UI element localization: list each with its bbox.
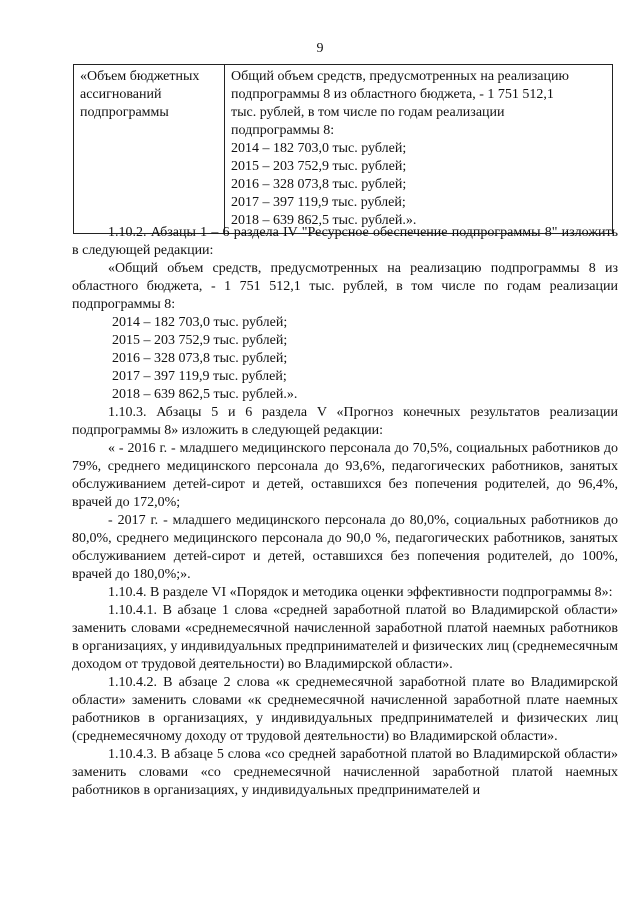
page-number: 9 — [316, 41, 324, 56]
year-line-2014: 2014 – 182 703,0 тыс. рублей; — [112, 315, 288, 330]
paragraph-2016: « - 2016 г. - младшего медицинского персонала до 70,5%, социальных работников до 79%, среднего медицинского персонала до 93,6%, педагогических работников, занятых обслуживанием детей-сирот и детей, оставшихся без попечения родителей, до 96,4%, врачей до 172,0%; — [72, 441, 618, 510]
table-cell-value — [225, 65, 613, 234]
paragraph-1-10-4-2: 1.10.4.2. В абзаце 2 слова «к среднемесячной заработной плате во Владимирской области» заменить словами «к среднемесячной начисленной заработной плате наемных работников в организациях, у индивидуальных предпринимателей и физических лиц (среднемесячному доходу от трудовой деятельности) во Владимирской области». — [72, 675, 618, 744]
table-value-line: Общий объем средств, предусмотренных на реализацию — [231, 69, 569, 84]
budget-table — [73, 64, 613, 234]
paragraph-1-10-4-1: 1.10.4.1. В абзаце 1 слова «средней заработной платой во Владимирской области» заменить словами «среднемесячной начисленной заработной платой наемных работников в организациях, у индивидуальных предпринимателей и физических лиц (среднемесячным доходом от трудовой деятельности) во Владимирской области». — [72, 603, 618, 672]
table-value-line: тыс. рублей, в том числе по годам реализации — [231, 105, 505, 120]
table-label-line: подпрограммы — [80, 105, 169, 120]
table-value-line: подпрограммы 8 из областного бюджета, - 1 751 512,1 — [231, 87, 554, 102]
paragraph-2017: - 2017 г. - младшего медицинского персонала до 80,0%, социальных работников до 80,0%, среднего медицинского персонала до 90,0 %, педагогических работников, занятых обслуживанием детей-сирот и детей, оставшихся без попечения родителей, до 100%, врачей до 180,0%;». — [72, 513, 618, 582]
table-label-line: ассигнований — [80, 87, 162, 102]
quoted-paragraph: «Общий объем средств, предусмотренных на реализацию подпрограммы 8 из областного бюджета, - 1 751 512,1 тыс. рублей, в том числе по годам реализации подпрограммы 8: — [72, 261, 618, 312]
table-value-line: 2014 – 182 703,0 тыс. рублей; — [231, 141, 407, 156]
paragraph-1-10-4: 1.10.4. В разделе VI «Порядок и методика оценки эффективности подпрограммы 8»: — [108, 585, 613, 600]
year-line-2015: 2015 – 203 752,9 тыс. рублей; — [112, 333, 288, 348]
paragraph-1-10-3: 1.10.3. Абзацы 5 и 6 раздела V «Прогноз конечных результатов реализации подпрограммы 8» изложить в следующей редакции: — [72, 405, 618, 438]
table-value-line: 2016 – 328 073,8 тыс. рублей; — [231, 177, 407, 192]
table-row — [74, 65, 613, 234]
table-value-line: 2015 – 203 752,9 тыс. рублей; — [231, 159, 407, 174]
table-value-line: 2017 – 397 119,9 тыс. рублей; — [231, 195, 406, 210]
year-line-2016: 2016 – 328 073,8 тыс. рублей; — [112, 351, 288, 366]
year-line-2018: 2018 – 639 862,5 тыс. рублей.». — [112, 387, 298, 402]
table-value-line: подпрограммы 8: — [231, 123, 335, 138]
year-line-2017: 2017 – 397 119,9 тыс. рублей; — [112, 369, 287, 384]
document-body — [72, 224, 618, 800]
table-label-line: «Объем бюджетных — [80, 69, 200, 84]
table-value-line: 2018 – 639 862,5 тыс. рублей.». — [231, 213, 417, 228]
paragraph-1-10-4-3: 1.10.4.3. В абзаце 5 слова «со средней заработной платой во Владимирской области» заменить словами «со среднемесячной начисленной заработной платой наемных работников в организациях, у индивидуальных предпринимателей и — [72, 747, 618, 798]
paragraph-1-10-2: 1.10.2. Абзацы 1 – 6 раздела IV "Ресурсное обеспечение подпрограммы 8" изложить в следующей редакции: — [72, 225, 618, 258]
table-cell-label — [74, 65, 225, 234]
